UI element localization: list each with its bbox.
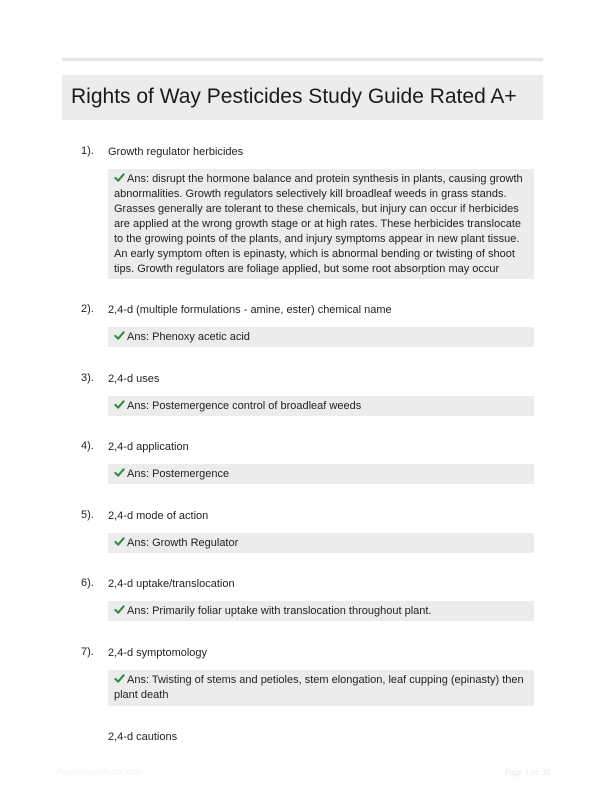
question-number: 3). bbox=[81, 372, 94, 384]
question-text: 2,4-d cautions bbox=[108, 731, 178, 743]
top-rule bbox=[62, 58, 543, 61]
question-text: 2,4-d (multiple formulations - amine, ester) chemical name bbox=[108, 304, 392, 316]
question-text: 2,4-d application bbox=[108, 441, 189, 453]
answer-box bbox=[108, 533, 534, 553]
check-icon bbox=[114, 330, 125, 341]
answer-text: Ans: Twisting of stems and petioles, stem elongation, leaf cupping (epinasty) then plant death bbox=[114, 674, 524, 701]
question-number: 7). bbox=[81, 646, 94, 658]
question-text: 2,4-d uses bbox=[108, 373, 160, 385]
answer-box bbox=[108, 464, 534, 484]
check-icon bbox=[114, 673, 125, 684]
answer-box bbox=[108, 670, 534, 706]
question-number: 6). bbox=[81, 577, 94, 589]
answer-text: Ans: Primarily foliar uptake with translocation throughout plant. bbox=[127, 605, 432, 617]
answer-box bbox=[108, 169, 534, 279]
question-number: 5). bbox=[81, 509, 94, 521]
answer-text: Ans: Postemergence bbox=[127, 468, 230, 480]
answer-text: Ans: Growth Regulator bbox=[127, 537, 239, 549]
question-text: Growth regulator herbicides bbox=[108, 146, 244, 158]
footer-watermark: PaperStudyRock.com bbox=[56, 767, 144, 777]
title-banner bbox=[62, 75, 543, 120]
answer-box bbox=[108, 601, 534, 621]
answer-text: Ans: Phenoxy acetic acid bbox=[127, 331, 250, 343]
question-number: 1). bbox=[81, 145, 94, 157]
check-icon bbox=[114, 604, 125, 615]
question-number: 4). bbox=[81, 440, 94, 452]
answer-text: Ans: disrupt the hormone balance and protein synthesis in plants, causing growth abnormalities. Growth regulators selectively kill broadleaf weeds in grass stands. Grasses generally are tolerant to these chemicals, but injury can occur if herbicides are applied at the wrong growth stage or at high rates. These herbicides translocate to the growing points of the plants, and injury symptoms appear in new plant tissue. An early symptom often is epinasty, which is abnormal bending or twisting of shoot tips. Growth regulators are foliage applied, but some root absorption may occur bbox=[114, 173, 523, 275]
check-icon bbox=[114, 536, 125, 547]
question-text: 2,4-d uptake/translocation bbox=[108, 578, 235, 590]
question-text: 2,4-d mode of action bbox=[108, 510, 209, 522]
answer-box bbox=[108, 327, 534, 347]
page-title: Rights of Way Pesticides Study Guide Rated A+ bbox=[71, 85, 517, 108]
answer-box bbox=[108, 396, 534, 416]
page-number: Page 1 of 30 bbox=[504, 767, 550, 777]
check-icon bbox=[114, 467, 125, 478]
question-number: 2). bbox=[81, 303, 94, 315]
question-text: 2,4-d symptomology bbox=[108, 647, 208, 659]
check-icon bbox=[114, 172, 125, 183]
answer-text: Ans: Postemergence control of broadleaf weeds bbox=[127, 400, 362, 412]
check-icon bbox=[114, 399, 125, 410]
